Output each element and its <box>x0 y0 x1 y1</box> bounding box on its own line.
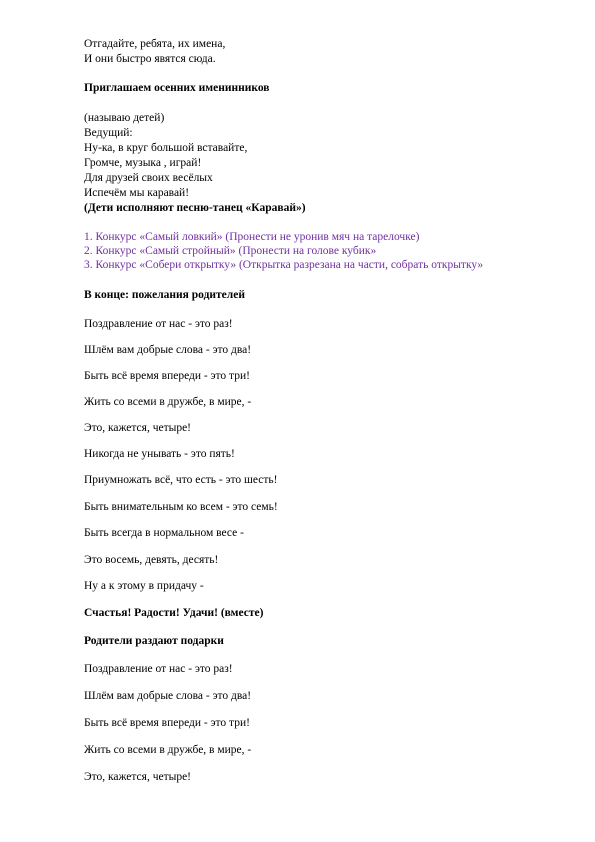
call-children: (называю детей) <box>84 112 165 124</box>
wish-line: Это восемь, девять, десять! <box>84 554 219 566</box>
host-verse-line-2: Громче, музыка , играй! <box>84 157 202 169</box>
wish-line: Это, кажется, четыре! <box>84 422 192 434</box>
wish-line: Ну а к этому в придачу - <box>84 580 204 592</box>
contest-item-1: 1. Конкурс «Самый ловкий» (Пронести не уронив мяч на тарелочке) <box>84 231 420 243</box>
parents-wishes-heading: В конце: пожелания родителей <box>84 289 245 301</box>
wish-line: Жить со всеми в дружбе, в мире, - <box>84 744 252 756</box>
host-verse-line-1: Ну-ка, в круг большой вставайте, <box>84 142 248 154</box>
host-verse-line-3: Для друзей своих весёлых <box>84 172 213 184</box>
wish-line: Шлём вам добрые слова - это два! <box>84 690 252 702</box>
contest-item-3: 3. Конкурс «Собери открытку» (Открытка разрезана на части, собрать открытку» <box>84 259 484 271</box>
intro-line-2: И они быстро явятся сюда. <box>84 53 216 65</box>
wish-line: Быть всё время впереди - это три! <box>84 370 250 382</box>
host-label: Ведущий: <box>84 127 133 139</box>
wish-line: Шлём вам добрые слова - это два! <box>84 344 252 356</box>
wish-line: Поздравление от нас - это раз! <box>84 318 233 330</box>
host-verse-line-4: Испечём мы каравай! <box>84 187 190 199</box>
intro-line-1: Отгадайте, ребята, их имена, <box>84 38 226 50</box>
wishes-final: Счастья! Радости! Удачи! (вместе) <box>84 607 264 619</box>
wish-line: Быть всегда в нормальном весе - <box>84 527 244 539</box>
contest-item-2: 2. Конкурс «Самый стройный» (Пронести на голове кубик» <box>84 245 377 257</box>
gifts-heading: Родители раздают подарки <box>84 635 224 647</box>
wish-line: Жить со всеми в дружбе, в мире, - <box>84 396 252 408</box>
wish-line: Это, кажется, четыре! <box>84 771 192 783</box>
wish-line: Никогда не унывать - это пять! <box>84 448 235 460</box>
karavai-note: (Дети исполняют песню-танец «Каравай») <box>84 202 306 214</box>
invite-heading: Приглашаем осенних именинников <box>84 82 270 94</box>
wish-line: Быть внимательным ко всем - это семь! <box>84 501 278 513</box>
wish-line: Быть всё время впереди - это три! <box>84 717 250 729</box>
wish-line: Поздравление от нас - это раз! <box>84 663 233 675</box>
wish-line: Приумножать всё, что есть - это шесть! <box>84 474 278 486</box>
